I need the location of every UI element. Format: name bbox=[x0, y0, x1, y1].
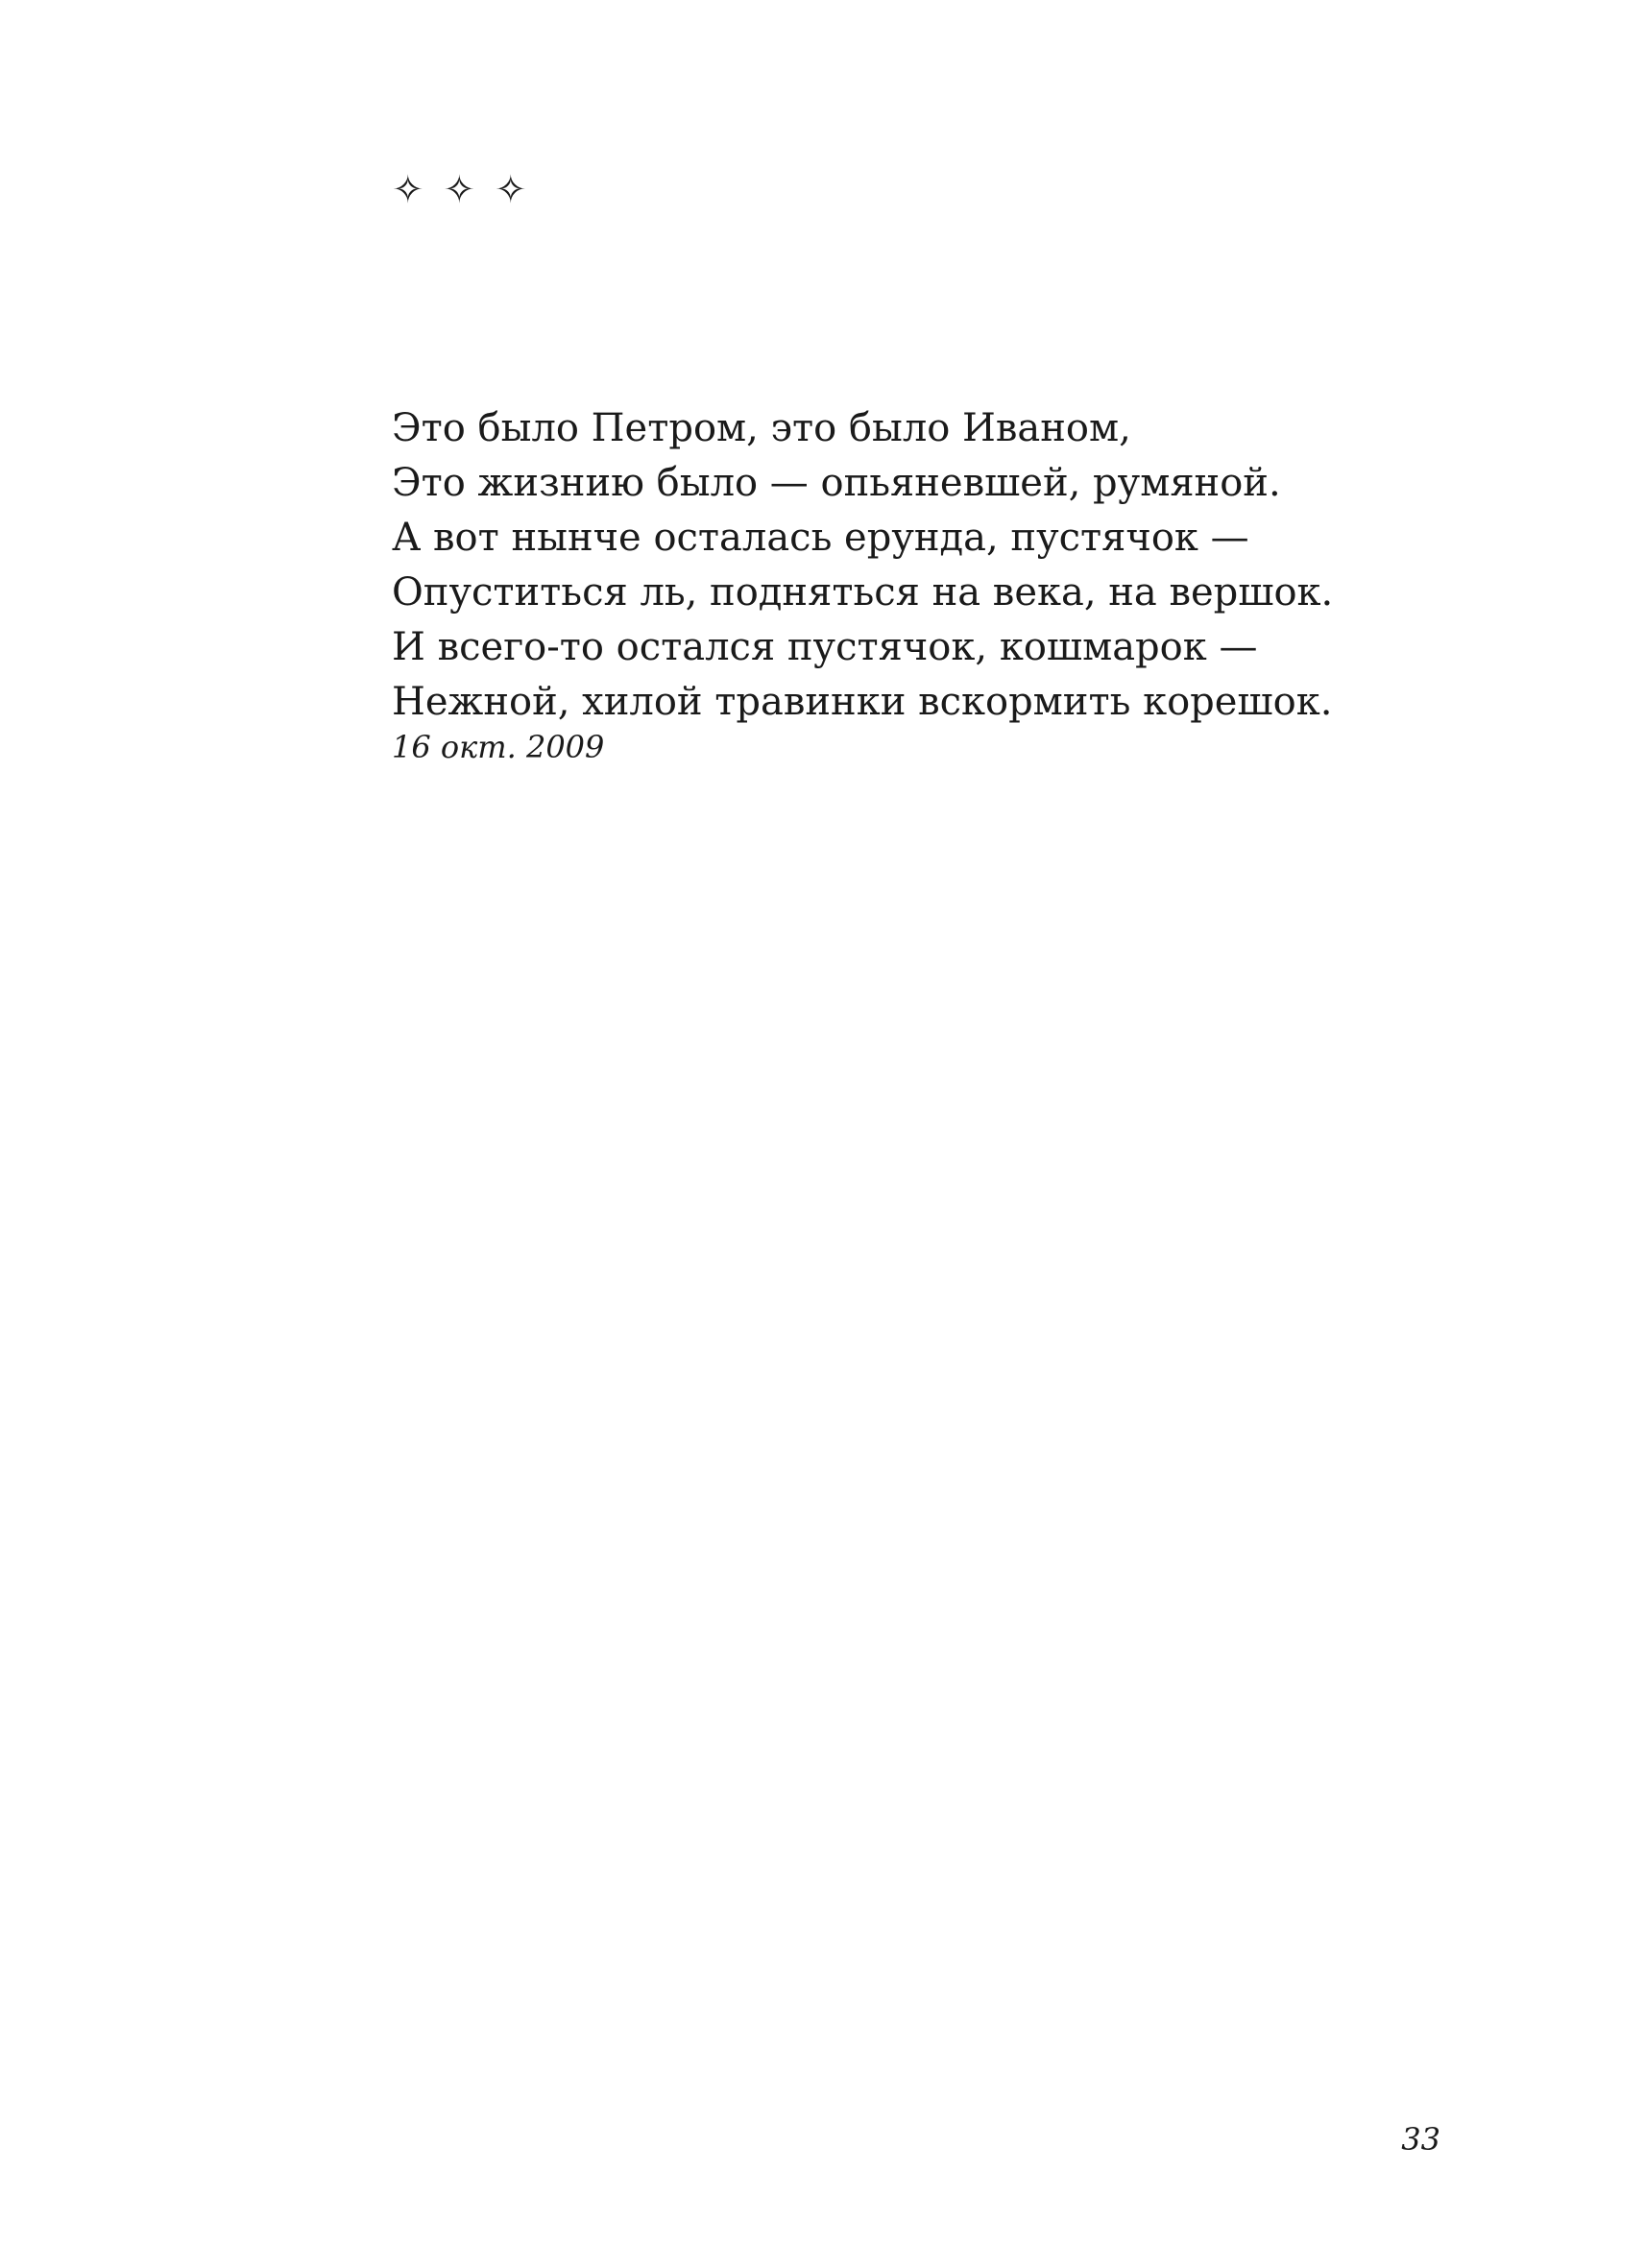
poem-line: Опуститься ль, подняться на века, на вершок. bbox=[392, 570, 1334, 615]
poem-line: Это было Петром, это было Иваном, bbox=[392, 406, 1131, 450]
star-ornament-icon: ✧ bbox=[495, 168, 539, 212]
poem-stanza bbox=[392, 401, 1496, 730]
poem-line: И всего-то остался пустячок, кошмарок — bbox=[392, 625, 1258, 669]
star-ornament-icon: ✧ bbox=[392, 168, 436, 212]
poem-line: Это жизнию было — опьяневшей, румяной. bbox=[392, 461, 1281, 505]
page-number: 33 bbox=[1401, 2121, 1440, 2158]
section-ornament bbox=[392, 168, 546, 212]
poem-date: 16 окт. 2009 bbox=[392, 729, 605, 765]
poem-line: А вот нынче осталась ерунда, пустячок — bbox=[392, 516, 1249, 560]
star-ornament-icon: ✧ bbox=[443, 168, 488, 212]
poem-line: Нежной, хилой травинки вскормить корешок. bbox=[392, 680, 1333, 724]
